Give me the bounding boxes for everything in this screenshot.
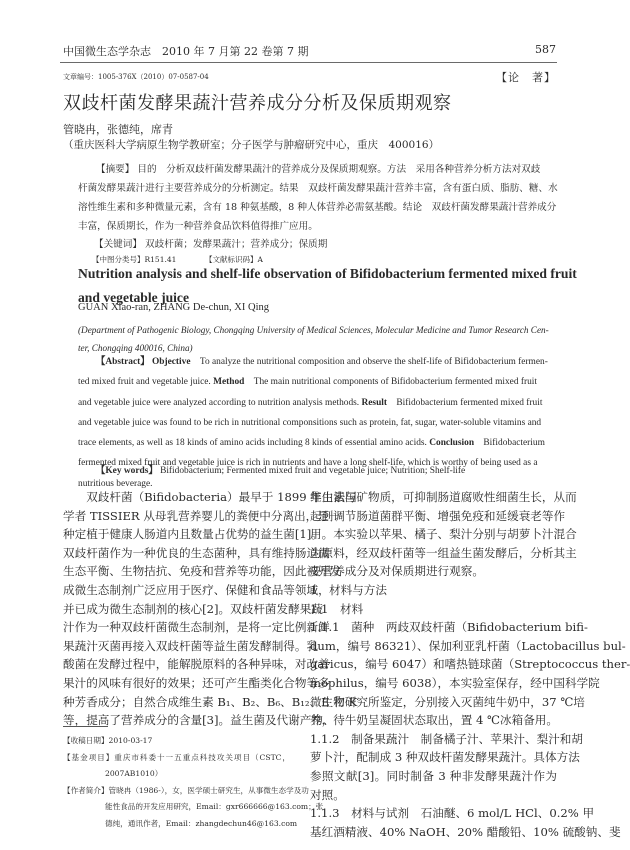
footnote-rule	[63, 726, 108, 727]
text-line: 参照文献[3]。同时制备 3 种非发酵果蔬汁作为	[310, 768, 557, 783]
text-line: 养，待牛奶呈凝固状态取出，置 4 ℃冰箱备用。	[310, 713, 558, 728]
text-line: fermented mixed fruit and vegetable juice is rich in nutrients and have a long shelf-life, which is worthy of being used as a	[78, 458, 538, 469]
text-line: 对照。	[310, 787, 345, 802]
paper-title-cn: 双歧杆菌发酵果蔬汁营养成分分析及保质期观察	[63, 93, 452, 114]
text-line: and vegetable juice were analyzed according to nutrition analysis methods. Result Bifidobacterium fermented mixed fruit	[78, 397, 543, 408]
text-line: 【基金项目】重庆市科委十一五重点科技攻关项目（CSTC，	[63, 752, 290, 762]
text-line: 要营养成分及对保质期进行观察。	[310, 564, 484, 579]
text-line: ter, Chongqing 400016, China)	[78, 343, 193, 353]
text-line: 用。本实验以苹果、橘子、梨汁分别与胡萝卜汁混合	[310, 527, 577, 542]
page-number: 587	[535, 43, 556, 56]
text-line: 种定植于健康人肠道内且数量占优势的益生菌[1]。	[63, 527, 323, 542]
text-line: 1 材料与方法	[310, 582, 387, 597]
text-line: (Department of Pathogenic Biology, Chongqing University of Medical Sciences, Molecular Medicine and Tumor Research Cen-	[78, 325, 549, 335]
text-line: 微生物研究所鉴定，分别接入灭菌纯牛奶中，37 ℃培	[310, 694, 585, 709]
authors-en: GUAN Xiao-ran, ZHANG De-chun, XI Qing	[78, 302, 269, 313]
text-line: 种芳香成分；自然合成维生素 B₁、B₂、B₆、B₁₂、E 和 K	[63, 694, 358, 709]
text-line: 丰富，保质期长，作为一种营养食品饮料值得推广应用。	[78, 221, 318, 232]
text-line: and vegetable juice was found to be rich in nutritional componsitions such as protein, fat, sugar, water-soluble vitamins and	[78, 417, 542, 428]
text-line: 双歧杆菌作为一种优良的生态菌种，具有维持肠道微	[63, 545, 330, 560]
text-line: 为原料，经双歧杆菌等一组益生菌发酵后，分析其主	[310, 545, 577, 560]
footnotes	[63, 733, 324, 832]
text-line: 并已成为微生态制剂的核心[2]。双歧杆菌发酵果蔬	[63, 601, 323, 616]
text-line: 维生素与矿物质，可抑制肠道腐败性细菌生长，从而	[310, 490, 577, 504]
text-line: nutritious beverage.	[78, 478, 153, 489]
text-line: dum，编号 86321）、保加利亚乳杆菌（Lactobacillus bul-	[310, 638, 626, 653]
affiliation-cn: （重庆医科大学病原生物学教研室；分子医学与肿瘤研究中心，重庆 400016）	[63, 139, 440, 151]
text-line: mophilus，编号 6038），本实验室保存，经中国科学院	[310, 675, 600, 690]
text-line: ted mixed fruit and vegetable juice. Method The main nutritional components of Bifidobacterium fermented mixed fruit	[78, 377, 537, 388]
text-line: 等，提高了营养成分的含量[3]。益生菌及代谢产物、	[63, 713, 335, 728]
article-number: 文章编号：1005-376X（2010）07-0587-04	[63, 73, 209, 81]
text-line: 【摘要】 目的 分析双歧杆菌发酵果蔬汁的营养成分及保质期观察。方法 采用各种营养分析方法对双歧	[96, 164, 541, 175]
text-line: Nutrition analysis and shelf-life observation of Bifidobacterium fermented mixed fruit	[78, 266, 577, 281]
text-line: 成微生态制剂广泛应用于医疗、保健和食品等领域，	[63, 582, 330, 597]
text-line: 1.1.1 菌种 两歧双歧杆菌（Bifidobacterium bifi-	[310, 620, 588, 635]
text-line: 生态平衡、生物拮抗、免疫和营养等功能，因此被开发	[63, 564, 342, 579]
text-line: 2007AB1010）	[105, 769, 163, 778]
text-line: 双歧杆菌（Bifidobacteria）最早于 1899 年由法国	[86, 490, 357, 504]
text-line: 【Abstract】 Objective To analyze the nutritional composition and observe the shelf-life of Bifidobacterium fermen-	[96, 357, 548, 367]
text-line: 学者 TISSIER 从母乳营养婴儿的粪便中分离出，是一	[63, 508, 341, 523]
text-line: 1.1.2 制备果蔬汁 制备橘子汁、苹果汁、梨汁和胡	[310, 731, 583, 746]
text-line: 汁作为一种双歧杆菌微生态制剂，是将一定比例新鲜	[63, 620, 330, 635]
document-code: 【文献标识码】A	[205, 255, 263, 264]
text-line: 萝卜汁，配制成 3 种双歧杆菌发酵果蔬汁。具体方法	[310, 750, 580, 765]
abstract-cn	[78, 160, 558, 236]
text-line: 1.1.3 材料与试剂 石油醚、6 mol/L HCl、0.2% 甲	[310, 806, 595, 821]
keywords-en: 【Key words】 Bifidobacterium; Fermented mixed fruit and vegetable juice; Nutrition; Shelf-life	[96, 466, 466, 476]
text-line: 果汁的风味有很好的效果；还可产生酯类化合物等多	[63, 675, 330, 690]
text-line: trace elements, as well as 18 kinds of amino acids including 8 kinds of essential amino acids. Conclusion Bifidobacterium	[78, 438, 545, 449]
body-column-right	[310, 488, 630, 841]
clc-number: 【中图分类号】R151.41	[92, 255, 177, 264]
text-line: 杆菌发酵果蔬汁进行主要营养成分的分析测定。结果 双歧杆菌发酵果蔬汁营养丰富，含有蛋白质、脂肪、糖、水	[78, 183, 558, 194]
running-header-journal: 中国微生态学杂志 2010 年 7 月第 22 卷第 7 期	[63, 45, 309, 58]
text-line: 德纯，通讯作者，Email：zhangdechun46@163.com	[105, 818, 298, 828]
text-line: 基红酒精液、40% NaOH、20% 醋酸铅、10% 硫酸钠、斐	[310, 824, 621, 839]
text-line: 能性食品的开发应用研究，Email：gxr666666@163.com；张	[105, 802, 324, 811]
authors-cn: 管晓冉，张德纯，席青	[63, 123, 173, 136]
keywords-cn: 【关键词】 双歧杆菌；发酵果蔬汁；营养成分；保质期	[94, 239, 328, 250]
text-line: 【作者简介】管晓冉（1986-），女，医学硕士研究生，从事微生态学及功	[63, 785, 309, 795]
text-line: and vegetable juice	[78, 290, 190, 305]
text-line: 酸菌在发酵过程中，能解脱原料的各种异味，对改善	[63, 657, 330, 672]
text-line: 【收稿日期】2010-03-17	[63, 736, 153, 745]
article-type: 【论 著】	[496, 71, 556, 84]
header-rule	[60, 62, 557, 63]
text-line: 果蔬汁灭菌再接入双歧杆菌等益生菌发酵制得。乳	[63, 638, 319, 653]
text-line: 溶性维生素和多种微量元素，含有 18 种氨基酸，8 种人体营养必需氨基酸。结论 双歧杆菌发酵果蔬汁营养成分	[78, 202, 557, 213]
text-line: garicus，编号 6047）和嗜热链球菌（Streptococcus ther-	[310, 657, 630, 672]
text-line: 1.1 材料	[310, 601, 364, 616]
text-line: 起到调节肠道菌群平衡、增强免疫和延缓衰老等作	[310, 508, 566, 523]
